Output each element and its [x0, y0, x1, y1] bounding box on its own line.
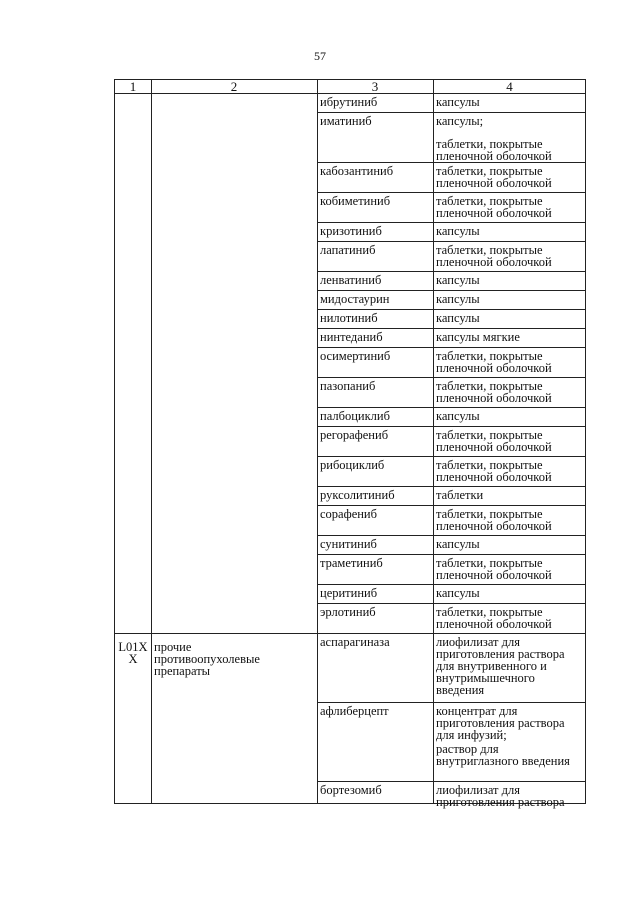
drug-name: нинтеданиб — [320, 330, 383, 344]
dosage-form: капсулы — [436, 537, 480, 551]
drug-name: ленватиниб — [320, 273, 382, 287]
drug-name: эрлотиниб — [320, 605, 376, 619]
column-header-4: 4 — [506, 79, 513, 94]
drug-name: кризотиниб — [320, 224, 382, 238]
row-divider — [317, 347, 585, 348]
drug-name: сунитиниб — [320, 537, 377, 551]
row-divider — [317, 222, 585, 223]
dosage-form: таблетки, покрытые пленочной оболочкой — [436, 194, 552, 220]
dosage-form: таблетки, покрытые пленочной оболочкой — [436, 428, 552, 454]
drug-name: траметиниб — [320, 556, 383, 570]
row-divider — [317, 290, 585, 291]
drug-name: бортезомиб — [320, 783, 382, 797]
row-divider — [317, 309, 585, 310]
drug-name: ибрутиниб — [320, 95, 378, 109]
row-divider — [317, 112, 585, 113]
dosage-form: таблетки, покрытые пленочной оболочкой — [436, 349, 552, 375]
column-divider — [317, 80, 318, 803]
page-number: 57 — [314, 49, 326, 63]
drug-name: осимертиниб — [320, 349, 391, 363]
row-divider — [317, 377, 585, 378]
dosage-form: таблетки, покрытые пленочной оболочкой — [436, 137, 552, 163]
dosage-form: капсулы — [436, 292, 480, 306]
dosage-form: таблетки, покрытые пленочной оболочкой — [436, 605, 552, 631]
dosage-form: таблетки, покрытые пленочной оболочкой — [436, 164, 552, 190]
column-header-3: 3 — [371, 79, 379, 94]
row-divider — [317, 781, 585, 782]
drug-name: руксолитиниб — [320, 488, 395, 502]
drug-name: нилотиниб — [320, 311, 378, 325]
drug-name: рибоциклиб — [320, 458, 385, 472]
dosage-form: капсулы — [436, 586, 480, 600]
row-divider — [317, 271, 585, 272]
row-divider — [317, 584, 585, 585]
group-name: прочие противоопухолевые препараты — [154, 640, 260, 678]
drug-name: сорафениб — [320, 507, 377, 521]
dosage-form: таблетки, покрытые пленочной оболочкой — [436, 507, 552, 533]
dosage-form: капсулы — [436, 95, 480, 109]
dosage-form: капсулы; — [436, 114, 484, 128]
row-divider — [317, 328, 585, 329]
drug-name: мидостаурин — [320, 292, 390, 306]
row-divider — [317, 535, 585, 536]
row-divider — [115, 633, 585, 634]
row-divider — [317, 241, 585, 242]
row-divider — [317, 456, 585, 457]
dosage-form: капсулы — [436, 409, 480, 423]
drug-name: афлиберцепт — [320, 704, 389, 718]
dosage-form: капсулы — [436, 311, 480, 325]
dosage-form: таблетки — [436, 488, 484, 502]
drug-name: кобиметиниб — [320, 194, 391, 208]
row-divider — [317, 426, 585, 427]
row-divider — [317, 505, 585, 506]
dosage-form: капсулы мягкие — [436, 330, 520, 344]
row-divider — [317, 192, 585, 193]
dosage-form: таблетки, покрытые пленочной оболочкой — [436, 556, 552, 582]
row-divider — [317, 554, 585, 555]
drug-name: церитиниб — [320, 586, 378, 600]
drug-name: иматиниб — [320, 114, 372, 128]
drug-name: пазопаниб — [320, 379, 376, 393]
header-divider — [115, 93, 585, 94]
dosage-form: концентрат для приготовления раствора для инфузий; — [436, 704, 565, 742]
dosage-form: лиофилизат для приготовления раствора для внутривенного и внутримышечного введения — [436, 635, 565, 697]
dosage-form: лиофилизат для приготовления раствора — [436, 783, 565, 809]
row-divider — [317, 407, 585, 408]
dosage-form: таблетки, покрытые пленочной оболочкой — [436, 243, 552, 269]
row-divider — [317, 603, 585, 604]
drug-name: кабозантиниб — [320, 164, 394, 178]
dosage-form: капсулы — [436, 273, 480, 287]
drug-name: лапатиниб — [320, 243, 376, 257]
drug-name: аспарагиназа — [320, 635, 390, 649]
drug-name: регорафениб — [320, 428, 389, 442]
dosage-form: раствор для внутриглазного введения — [436, 742, 570, 768]
row-divider — [317, 486, 585, 487]
medicine-table — [114, 79, 586, 809]
column-header-2: 2 — [230, 79, 238, 94]
atc-code: L01X X — [118, 640, 148, 666]
dosage-form: таблетки, покрытые пленочной оболочкой — [436, 458, 552, 484]
row-divider — [317, 702, 585, 703]
drug-name: палбоциклиб — [320, 409, 390, 423]
row-divider — [317, 162, 585, 163]
dosage-form: таблетки, покрытые пленочной оболочкой — [436, 379, 552, 405]
column-header-1: 1 — [129, 79, 137, 94]
column-divider — [151, 80, 152, 803]
dosage-form: капсулы — [436, 224, 480, 238]
